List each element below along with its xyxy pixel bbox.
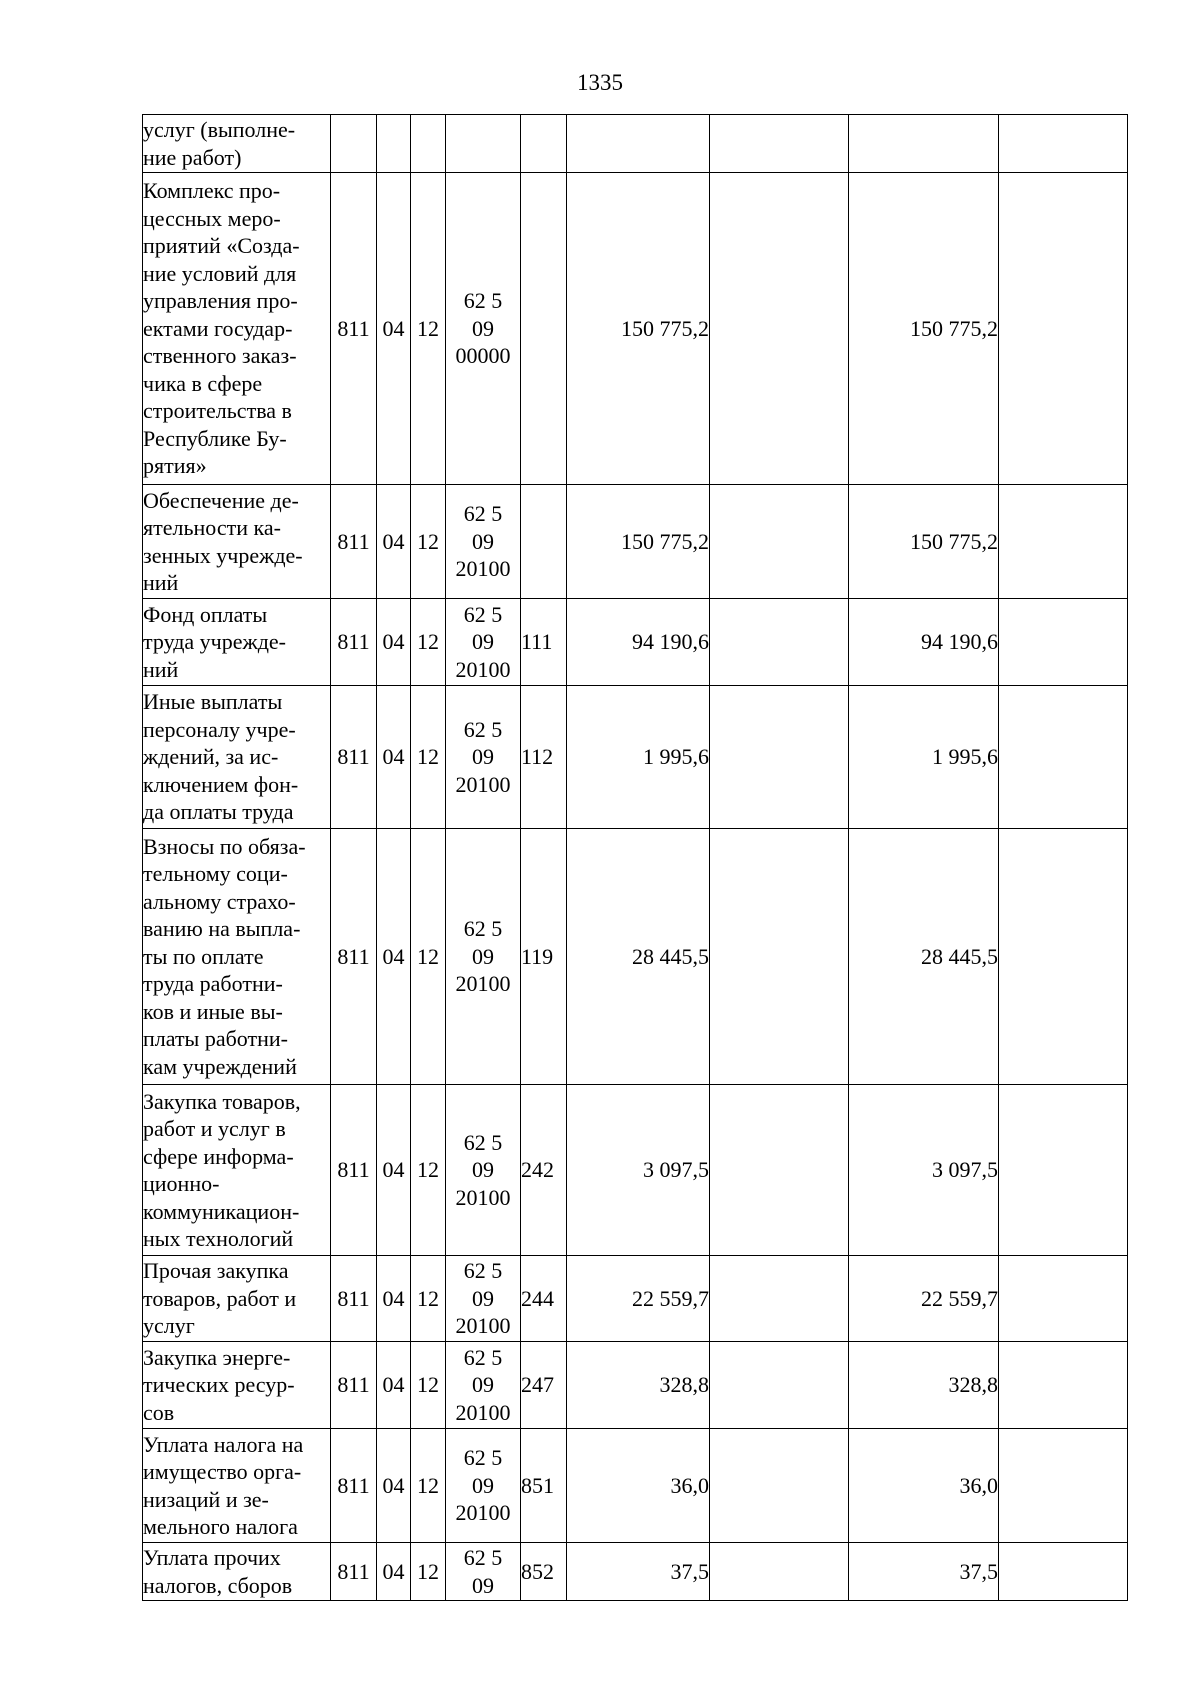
amount-cell: 94 190,6 <box>567 599 710 686</box>
expense-name-line: Обеспечение де- <box>143 487 299 513</box>
expense-name-line: ние работ) <box>143 144 242 170</box>
target-article-line: 09 <box>472 1285 494 1311</box>
target-article-line: 09 <box>472 315 494 341</box>
target-article-cell <box>446 686 521 829</box>
amount-total-cell: 3 097,5 <box>849 1085 999 1256</box>
amount-extra-cell <box>999 485 1128 599</box>
amount-cell: 36,0 <box>567 1429 710 1543</box>
expense-name-line: Прочая закупка <box>143 1258 289 1284</box>
section-code-cell: 04 <box>377 1543 411 1601</box>
target-article-line: 20100 <box>455 1313 511 1339</box>
target-article-cell <box>446 1342 521 1429</box>
amount-extra-cell <box>999 1085 1128 1256</box>
target-article-line: 09 <box>472 528 494 554</box>
section-code-cell <box>377 115 411 173</box>
table-row <box>143 1429 1128 1543</box>
target-article-cell <box>446 485 521 599</box>
amount-total-cell: 28 445,5 <box>849 829 999 1085</box>
expense-name-line: ектами государ- <box>143 315 293 341</box>
expense-name-cell <box>143 829 331 1085</box>
section-code-cell: 04 <box>377 1429 411 1543</box>
expense-name-cell <box>143 485 331 599</box>
amount-total-cell: 150 775,2 <box>849 173 999 485</box>
target-article-line: 00000 <box>455 343 511 369</box>
target-article-line: 20100 <box>455 556 511 582</box>
subsection-code-cell: 12 <box>411 1543 446 1601</box>
section-code-cell: 04 <box>377 1342 411 1429</box>
expense-name-line: ний <box>143 656 179 682</box>
target-article-line: 62 5 <box>463 916 503 942</box>
target-article-line: 62 5 <box>463 501 503 527</box>
target-article-line: 09 <box>472 744 494 770</box>
amount-extra-cell <box>999 1256 1128 1342</box>
subsection-code-cell: 12 <box>411 829 446 1085</box>
ministry-code-cell: 811 <box>331 1429 377 1543</box>
subsection-code-cell: 12 <box>411 1429 446 1543</box>
target-article-cell <box>446 1429 521 1543</box>
target-article-cell <box>446 1256 521 1342</box>
target-article-line: 20100 <box>455 1399 511 1425</box>
expense-name-line: мельного налога <box>143 1514 298 1539</box>
ministry-code-cell: 811 <box>331 599 377 686</box>
target-article-cell <box>446 1085 521 1256</box>
expense-name-cell <box>143 1429 331 1543</box>
expense-name-line: ний <box>143 570 179 595</box>
expense-name-cell <box>143 1342 331 1429</box>
target-article-line: 09 <box>472 1572 494 1598</box>
expense-name-cell <box>143 1543 331 1601</box>
expense-type-cell <box>521 115 567 173</box>
amount-federal-cell <box>710 829 849 1085</box>
target-article-line: 09 <box>472 629 494 655</box>
table-row <box>143 1256 1128 1342</box>
expense-name-line: да оплаты труда <box>143 799 294 825</box>
expense-name-line: сов <box>143 1399 175 1425</box>
target-article-line: 20100 <box>455 656 511 682</box>
target-article-line: 62 5 <box>463 1344 503 1370</box>
expense-name-line: Иные выплаты <box>143 689 283 715</box>
amount-total-cell: 150 775,2 <box>849 485 999 599</box>
expense-name-line: ты по оплате <box>143 943 264 969</box>
ministry-code-cell: 811 <box>331 1085 377 1256</box>
expense-name-line: коммуникацион- <box>143 1198 300 1224</box>
expense-type-cell <box>521 485 567 599</box>
expense-name-line: альному страхо- <box>143 888 296 914</box>
section-code-cell: 04 <box>377 829 411 1085</box>
amount-extra-cell <box>999 686 1128 829</box>
subsection-code-cell: 12 <box>411 599 446 686</box>
amount-total-cell: 94 190,6 <box>849 599 999 686</box>
ministry-code-cell: 811 <box>331 1543 377 1601</box>
amount-cell: 328,8 <box>567 1342 710 1429</box>
subsection-code-cell <box>411 115 446 173</box>
expense-name-line: труда учрежде- <box>143 629 286 655</box>
expense-name-line: кам учреждений <box>143 1053 297 1079</box>
subsection-code-cell: 12 <box>411 686 446 829</box>
target-article-cell <box>446 599 521 686</box>
amount-total-cell: 37,5 <box>849 1543 999 1601</box>
expense-name-line: Закупка товаров, <box>143 1088 301 1114</box>
subsection-code-cell: 12 <box>411 485 446 599</box>
expense-name-line: Уплата налога на <box>143 1431 304 1457</box>
target-article-cell <box>446 173 521 485</box>
expense-name-cell <box>143 686 331 829</box>
target-article-line: 62 5 <box>463 288 503 314</box>
expense-name-line: персоналу учре- <box>143 716 296 742</box>
target-article-line: 62 5 <box>463 1258 503 1284</box>
expense-type-cell: 111 <box>521 599 567 686</box>
amount-extra-cell <box>999 599 1128 686</box>
amount-federal-cell <box>710 1543 849 1601</box>
expense-name-line: приятий «Созда- <box>143 233 300 259</box>
ministry-code-cell: 811 <box>331 829 377 1085</box>
amount-extra-cell <box>999 829 1128 1085</box>
subsection-code-cell: 12 <box>411 173 446 485</box>
expense-name-line: чика в сфере <box>143 370 263 396</box>
expense-name-cell <box>143 599 331 686</box>
amount-extra-cell <box>999 1429 1128 1543</box>
ministry-code-cell <box>331 115 377 173</box>
amount-cell: 37,5 <box>567 1543 710 1601</box>
expense-name-line: Фонд оплаты <box>143 601 268 627</box>
target-article-line: 62 5 <box>463 1129 503 1155</box>
target-article-line: 62 5 <box>463 716 503 742</box>
target-article-line: 62 5 <box>463 1545 503 1570</box>
amount-cell: 28 445,5 <box>567 829 710 1085</box>
target-article-line: 20100 <box>455 1184 511 1210</box>
ministry-code-cell: 811 <box>331 485 377 599</box>
expense-name-line: Комплекс про- <box>143 178 281 204</box>
expense-name-line: тических ресур- <box>143 1372 295 1398</box>
amount-extra-cell <box>999 1543 1128 1601</box>
expense-name-line: товаров, работ и <box>143 1285 297 1311</box>
amount-federal-cell <box>710 115 849 173</box>
expense-name-line: услуг <box>143 1313 195 1339</box>
table-row <box>143 173 1128 485</box>
ministry-code-cell: 811 <box>331 173 377 485</box>
amount-total-cell: 1 995,6 <box>849 686 999 829</box>
amount-total-cell: 22 559,7 <box>849 1256 999 1342</box>
expense-type-cell: 112 <box>521 686 567 829</box>
amount-federal-cell <box>710 485 849 599</box>
amount-federal-cell <box>710 1085 849 1256</box>
table-row <box>143 1543 1128 1601</box>
expense-name-line: имущество орга- <box>143 1459 302 1484</box>
target-article-line: 09 <box>472 1157 494 1183</box>
ministry-code-cell: 811 <box>331 686 377 829</box>
expense-name-line: цессных меро- <box>143 205 281 231</box>
target-article-cell <box>446 115 521 173</box>
expense-name-line: труда работни- <box>143 971 283 997</box>
expense-name-line: работ и услуг в <box>143 1116 286 1141</box>
subsection-code-cell: 12 <box>411 1085 446 1256</box>
amount-extra-cell <box>999 1342 1128 1429</box>
ministry-code-cell: 811 <box>331 1256 377 1342</box>
expense-name-line: ков и иные вы- <box>143 998 283 1024</box>
expense-name-line: ключением фон- <box>143 771 299 797</box>
amount-total-cell: 36,0 <box>849 1429 999 1543</box>
expense-name-line: ятельности ка- <box>143 515 281 540</box>
amount-extra-cell <box>999 173 1128 485</box>
table-row <box>143 485 1128 599</box>
expense-name-line: ванию на выпла- <box>143 916 301 942</box>
expense-name-line: ных технологий <box>143 1226 294 1251</box>
target-article-cell <box>446 1543 521 1601</box>
table-row <box>143 686 1128 829</box>
expense-name-line: Уплата прочих <box>143 1545 281 1570</box>
table-row <box>143 1342 1128 1429</box>
amount-total-cell: 328,8 <box>849 1342 999 1429</box>
amount-federal-cell <box>710 599 849 686</box>
target-article-line: 09 <box>472 943 494 969</box>
expense-name-cell <box>143 115 331 173</box>
expense-type-cell: 851 <box>521 1429 567 1543</box>
amount-cell: 1 995,6 <box>567 686 710 829</box>
amount-cell: 150 775,2 <box>567 485 710 599</box>
expense-name-line: Республике Бу- <box>143 425 287 451</box>
table-row <box>143 599 1128 686</box>
section-code-cell: 04 <box>377 173 411 485</box>
expense-name-cell <box>143 1085 331 1256</box>
amount-cell: 3 097,5 <box>567 1085 710 1256</box>
expense-name-line: строительства в <box>143 398 292 424</box>
amount-federal-cell <box>710 173 849 485</box>
expense-name-cell <box>143 1256 331 1342</box>
expense-type-cell <box>521 173 567 485</box>
expense-name-line: платы работни- <box>143 1026 288 1052</box>
expense-name-line: ственного заказ- <box>143 343 297 369</box>
expense-name-line: сфере информа- <box>143 1143 294 1169</box>
section-code-cell: 04 <box>377 485 411 599</box>
expense-name-line: налогов, сборов <box>143 1572 293 1598</box>
table-row <box>143 115 1128 173</box>
amount-cell: 22 559,7 <box>567 1256 710 1342</box>
expense-name-line: низаций и зе- <box>143 1486 269 1512</box>
expense-type-cell: 119 <box>521 829 567 1085</box>
amount-federal-cell <box>710 1342 849 1429</box>
expense-name-line: управления про- <box>143 288 298 314</box>
expense-name-line: Взносы по обяза- <box>143 833 306 859</box>
section-code-cell: 04 <box>377 1256 411 1342</box>
table-row <box>143 1085 1128 1256</box>
target-article-line: 62 5 <box>463 601 503 627</box>
amount-federal-cell <box>710 686 849 829</box>
expense-type-cell: 244 <box>521 1256 567 1342</box>
expense-type-cell: 852 <box>521 1543 567 1601</box>
page-number: 1335 <box>577 70 623 95</box>
table-body <box>143 115 1128 1601</box>
table-row <box>143 829 1128 1085</box>
amount-federal-cell <box>710 1429 849 1543</box>
expense-type-cell: 242 <box>521 1085 567 1256</box>
section-code-cell: 04 <box>377 1085 411 1256</box>
expense-name-line: Закупка энерге- <box>143 1344 291 1370</box>
ministry-code-cell: 811 <box>331 1342 377 1429</box>
amount-total-cell <box>849 115 999 173</box>
expense-type-cell: 247 <box>521 1342 567 1429</box>
expense-name-line: услуг (выполне- <box>143 117 296 142</box>
section-code-cell: 04 <box>377 599 411 686</box>
amount-cell: 150 775,2 <box>567 173 710 485</box>
target-article-line: 09 <box>472 1472 494 1498</box>
budget-table <box>142 114 1128 1601</box>
expense-name-cell <box>143 173 331 485</box>
expense-name-line: тельному соци- <box>143 861 288 887</box>
target-article-line: 62 5 <box>463 1445 503 1471</box>
target-article-line: 20100 <box>455 971 511 997</box>
target-article-line: 20100 <box>455 1500 511 1526</box>
subsection-code-cell: 12 <box>411 1342 446 1429</box>
target-article-cell <box>446 829 521 1085</box>
expense-name-line: ние условий для <box>143 260 297 286</box>
expense-name-line: зенных учрежде- <box>143 542 303 568</box>
expense-name-line: ционно- <box>143 1171 220 1196</box>
amount-cell <box>567 115 710 173</box>
amount-federal-cell <box>710 1256 849 1342</box>
target-article-line: 20100 <box>455 771 511 797</box>
amount-extra-cell <box>999 115 1128 173</box>
subsection-code-cell: 12 <box>411 1256 446 1342</box>
expense-name-line: ждений, за ис- <box>143 744 279 770</box>
target-article-line: 09 <box>472 1372 494 1398</box>
section-code-cell: 04 <box>377 686 411 829</box>
expense-name-line: рятия» <box>143 453 207 479</box>
